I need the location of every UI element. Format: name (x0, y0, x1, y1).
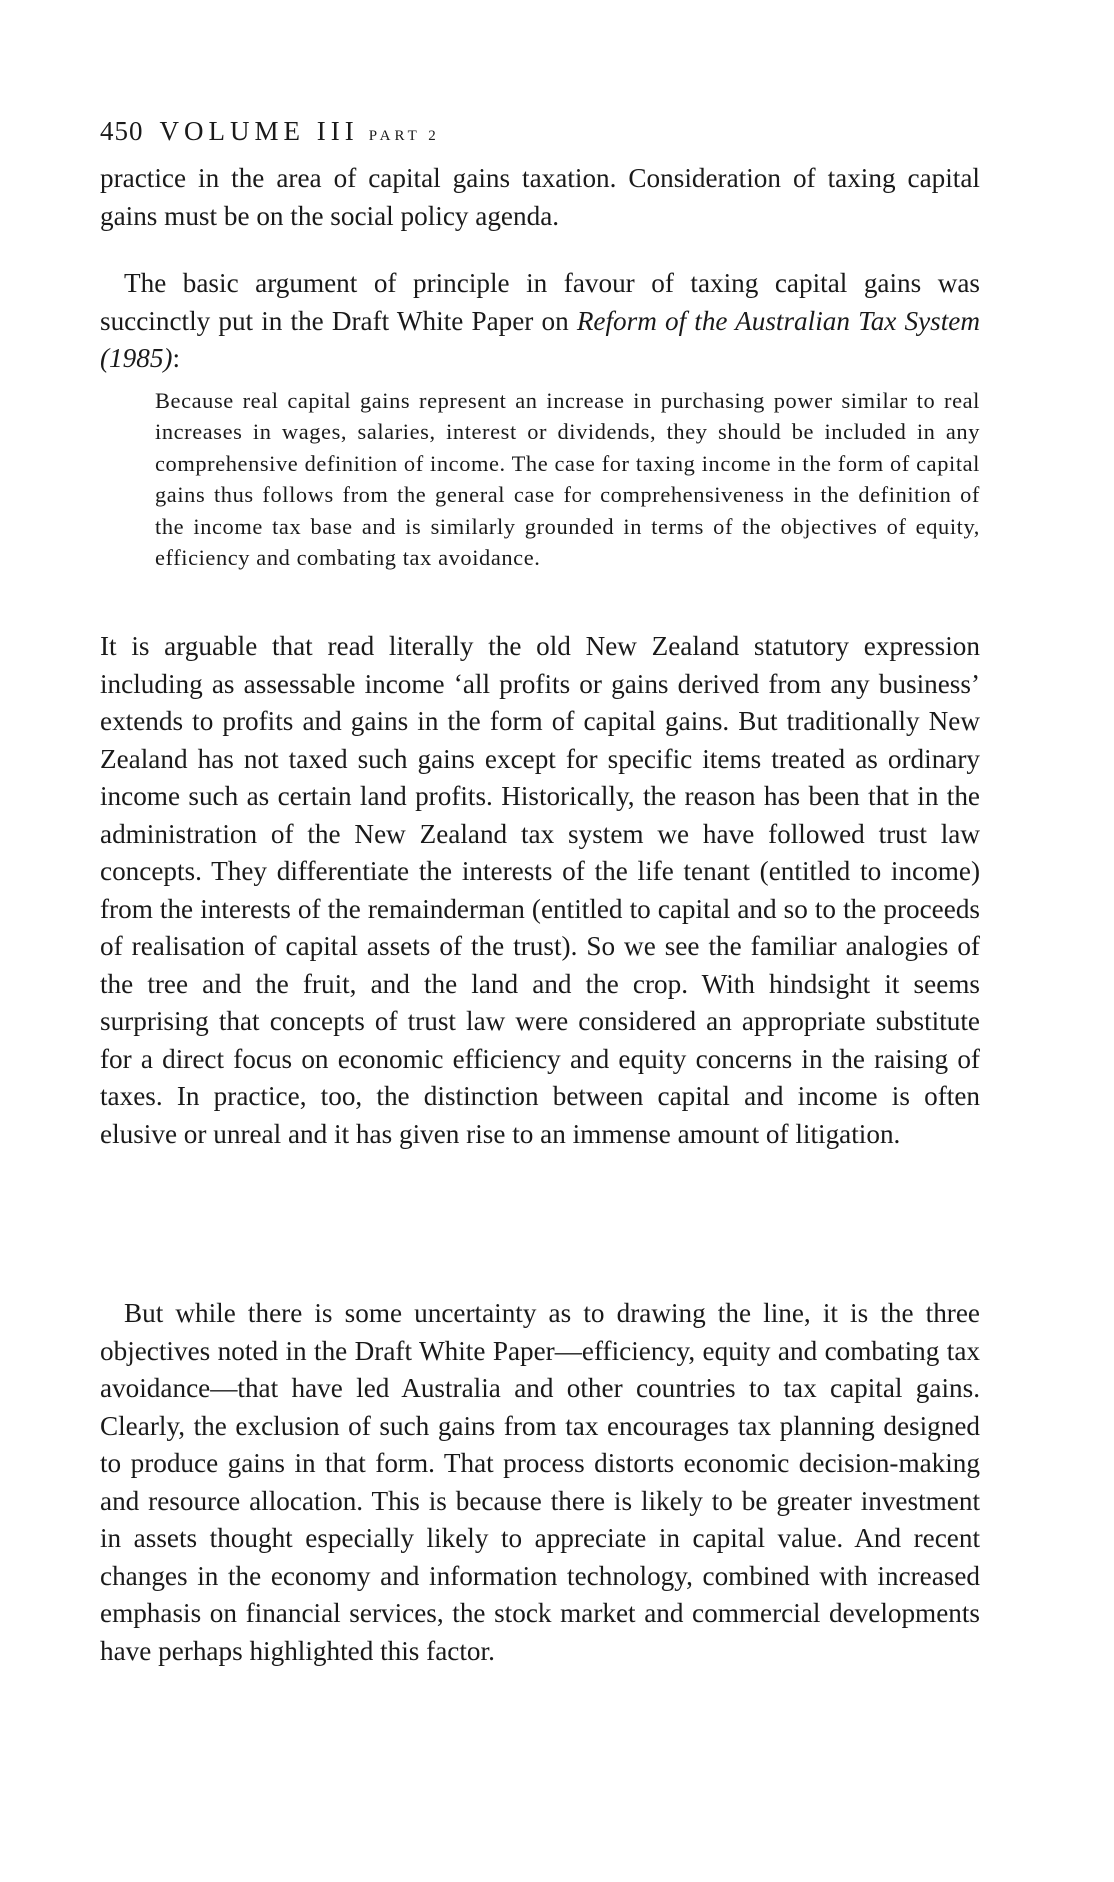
paragraph-intro (100, 265, 980, 378)
paragraph-literal-reading: It is arguable that read literally the old New Zealand statutory expression including as assessable income ‘all profits or gains derived from any business’ extends to profits and gains in the form of capital gains. But traditionally New Zealand has not taxed such gains except for specific items treated as ordinary income such as certain land profits. Historically, the reason has been that in the administration of the New Zealand tax system we have followed trust law concepts. They differentiate the interests of the life tenant (entitled to income) from the interests of the remainderman (entitled to capital and so to the proceeds of realisation of capital assets of the trust). So we see the familiar analogies of the tree and the fruit, and the land and the crop. With hindsight it seems surprising that concepts of trust law were considered an appropriate substitute for a direct focus on economic efficiency and equity concerns in the raising of taxes. In practice, too, the distinction between capital and income is often elusive or unreal and it has given rise to an immense amount of litigation. (100, 631, 980, 1149)
volume-label: VOLUME III (159, 116, 359, 146)
intro-colon: : (172, 343, 181, 373)
intro-title: Reform of the Australian Tax System (1985) (100, 305, 980, 373)
paragraph-but-while: But while there is some uncertainty as to drawing the line, it is the three objectives noted in the Draft White Paper—efficiency, equity and combating tax avoidance—that have led Australia and other countries to tax capital gains. Clearly, the exclusion of such gains from tax encourages tax planning designed to produce gains in that form. That process distorts economic decision-making and resource allocation. This is because there is likely to be greater investment in assets thought especially likely to appreciate in capital value. And recent changes in the economy and information technology, combined with increased emphasis on financial services, the stock market and commercial developments have perhaps highlighted this factor. (100, 1298, 980, 1666)
running-head (100, 118, 440, 145)
paragraph-continuation: practice in the area of capital gains taxation. Consideration of taxing capital gains must be on the social policy agenda. (100, 163, 980, 231)
block-quote: Because real capital gains represent an increase in purchasing power similar to real increases in wages, salaries, interest or dividends, they should be included in any comprehensive definition of income. The case for taxing income in the form of capital gains thus follows from the general case for comprehensiveness in the definition of the income tax base and is similarly grounded in terms of the objectives of equity, efficiency and combating tax avoidance. (155, 388, 980, 571)
intro-text: The basic argument of principle in favour of taxing capital gains was succinctly put in the Draft White Paper on (100, 268, 980, 336)
page-number: 450 (100, 116, 144, 146)
part-label: PART 2 (368, 128, 440, 144)
